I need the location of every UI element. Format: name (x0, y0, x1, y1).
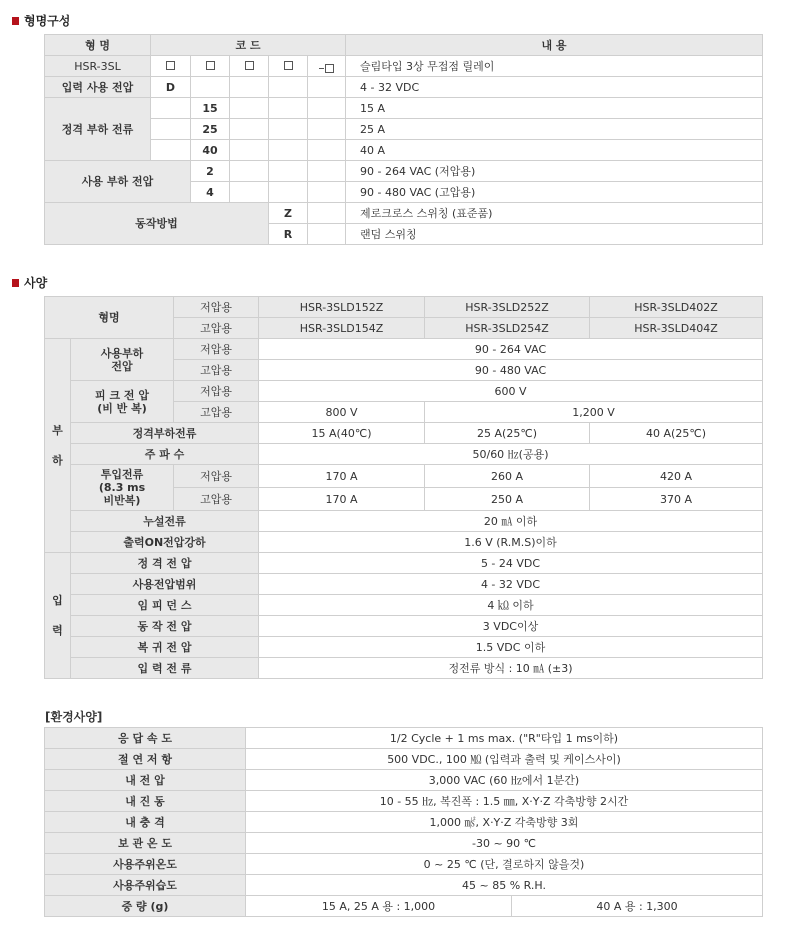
square-box-icon (245, 61, 254, 70)
operation-label: 동작방법 (45, 203, 269, 245)
env-row (45, 875, 763, 896)
model-name-cell: HSR-3SL (45, 56, 151, 77)
load-voltage-content: 90 - 264 VAC (저압용) (346, 161, 763, 182)
input-row-label: 동 작 전 압 (71, 616, 259, 637)
spec-load-voltage-low (45, 339, 763, 360)
rated-current-row (45, 98, 763, 119)
low-voltage-tag: 저압용 (174, 297, 259, 318)
load-voltage-label (71, 339, 174, 381)
peak-voltage-label-line2: (비 반 복) (97, 401, 147, 415)
operation-content: 랜덤 스위칭 (346, 224, 763, 245)
rated-current-label: 정격부하전류 (71, 423, 259, 444)
input-row-value: 1.5 VDC 이하 (259, 637, 763, 658)
header-model: 형 명 (45, 35, 151, 56)
inrush-label (71, 465, 174, 511)
env-row-value: 1/2 Cycle + 1 ms max. ("R"타입 1 ms이하) (246, 728, 763, 749)
inrush-label-line2: (8.3 ms (98, 481, 146, 494)
load-voltage-label-line2: 전압 (111, 359, 133, 373)
operation-code: R (269, 224, 308, 245)
inrush-high-value: 170 A (259, 488, 425, 511)
load-voltage-low-value: 90 - 264 VAC (259, 339, 763, 360)
input-row-label: 사용전압범위 (71, 574, 259, 595)
env-row (45, 833, 763, 854)
high-voltage-tag: 고압용 (174, 318, 259, 339)
composition-header-row (45, 35, 763, 56)
load-group-char-1: 부 (52, 423, 63, 437)
env-row-value: -30 ~ 90 ℃ (246, 833, 763, 854)
spec-input-row (45, 595, 763, 616)
input-voltage-label: 입력 사용 전압 (45, 77, 151, 98)
load-group-char-2: 하 (52, 453, 63, 467)
input-voltage-row (45, 77, 763, 98)
input-row-label: 입 력 전 류 (71, 658, 259, 679)
rated-current-content: 15 A (346, 98, 763, 119)
inrush-label-line3: 비반복) (103, 494, 141, 507)
spec-input-row (45, 553, 763, 574)
load-voltage-high-value: 90 - 480 VAC (259, 360, 763, 381)
leakage-value: 20 ㎃ 이하 (259, 511, 763, 532)
env-section-title: [환경사양] (45, 710, 103, 724)
input-row-value: 정전류 방식 : 10 ㎃ (±3) (259, 658, 763, 679)
code-slot-3 (230, 56, 269, 77)
inrush-low-value: 260 A (425, 465, 590, 488)
inrush-low-value: 420 A (590, 465, 763, 488)
env-row-value: 0 ~ 25 ℃ (단, 결로하지 않을것) (246, 854, 763, 875)
input-voltage-content: 4 - 32 VDC (346, 77, 763, 98)
composition-table (44, 34, 763, 245)
env-row-value: 3,000 VAC (60 ㎐에서 1분간) (246, 770, 763, 791)
env-weight-row (45, 896, 763, 917)
operation-row (45, 203, 763, 224)
spec-model-label: 형명 (45, 297, 174, 339)
inrush-high-value: 250 A (425, 488, 590, 511)
leakage-label: 누설전류 (71, 511, 259, 532)
square-box-icon (206, 61, 215, 70)
peak-voltage-high-value-1: 800 V (259, 402, 425, 423)
env-row-label: 사용주위온도 (45, 854, 246, 875)
rated-current-code: 25 (191, 119, 230, 140)
load-voltage-label-line1: 사용부하 (100, 346, 144, 360)
spec-input-row (45, 574, 763, 595)
model-high-3: HSR-3SLD404Z (590, 318, 763, 339)
env-row (45, 770, 763, 791)
code-slot-1 (151, 56, 191, 77)
env-row-value: 10 - 55 ㎐, 복진폭 : 1.5 ㎜, X·Y·Z 각축방향 2시간 (246, 791, 763, 812)
env-row (45, 854, 763, 875)
composition-section-title (12, 12, 70, 29)
code-slot-5 (308, 56, 346, 77)
spec-model-row-low (45, 297, 763, 318)
low-voltage-tag: 저압용 (174, 465, 259, 488)
rated-current-value: 25 A(25℃) (425, 423, 590, 444)
inrush-label-line1: 투입전류 (100, 468, 144, 481)
load-voltage-row (45, 161, 763, 182)
peak-voltage-high-value-2: 1,200 V (425, 402, 763, 423)
rated-current-content: 40 A (346, 140, 763, 161)
code-slot-4 (269, 56, 308, 77)
peak-voltage-low-value: 600 V (259, 381, 763, 402)
weight-value-2: 40 A 용 : 1,300 (512, 896, 763, 917)
spec-title-text: 사양 (24, 276, 48, 290)
env-row-label: 응 답 속 도 (45, 728, 246, 749)
env-table (44, 727, 763, 917)
frequency-label: 주 파 수 (71, 444, 259, 465)
env-row (45, 812, 763, 833)
input-row-value: 4 - 32 VDC (259, 574, 763, 595)
model-description: 슬림타입 3상 무접점 릴레이 (346, 56, 763, 77)
spec-peak-voltage-low (45, 381, 763, 402)
spec-leakage (45, 511, 763, 532)
inrush-high-value: 370 A (590, 488, 763, 511)
rated-current-row (45, 119, 763, 140)
spec-frequency (45, 444, 763, 465)
on-drop-value: 1.6 V (R.M.S)이하 (259, 532, 763, 553)
rated-current-content: 25 A (346, 119, 763, 140)
composition-title-text: 형명구성 (24, 14, 71, 28)
rated-current-code: 15 (191, 98, 230, 119)
square-box-icon (166, 61, 175, 70)
weight-value-1: 15 A, 25 A 용 : 1,000 (246, 896, 512, 917)
high-voltage-tag: 고압용 (174, 360, 259, 381)
env-row-value: 45 ~ 85 % R.H. (246, 875, 763, 896)
on-drop-label: 출력ON전압강하 (71, 532, 259, 553)
input-row-value: 3 VDC이상 (259, 616, 763, 637)
inrush-low-value: 170 A (259, 465, 425, 488)
low-voltage-tag: 저압용 (174, 381, 259, 402)
load-voltage-code: 4 (191, 182, 230, 203)
peak-voltage-label (71, 381, 174, 423)
rated-current-code: 40 (191, 140, 230, 161)
dash-icon (319, 68, 324, 69)
model-low-1: HSR-3SLD152Z (259, 297, 425, 318)
env-row-label: 절 연 저 항 (45, 749, 246, 770)
red-square-icon (12, 17, 19, 25)
input-group-char-2: 력 (52, 623, 63, 637)
env-row-value: 1,000 ㎨, X·Y·Z 각축방향 3회 (246, 812, 763, 833)
env-row (45, 749, 763, 770)
input-row-value: 5 - 24 VDC (259, 553, 763, 574)
env-row (45, 791, 763, 812)
spec-section-title (12, 274, 47, 291)
spec-inrush-low (45, 465, 763, 488)
weight-label: 중 량 (g) (45, 896, 246, 917)
load-voltage-content: 90 - 480 VAC (고압용) (346, 182, 763, 203)
high-voltage-tag: 고압용 (174, 402, 259, 423)
red-square-icon (12, 279, 19, 287)
header-code: 코 드 (151, 35, 346, 56)
env-row-label: 내 충 격 (45, 812, 246, 833)
model-code-row (45, 56, 763, 77)
square-box-icon (284, 61, 293, 70)
model-low-3: HSR-3SLD402Z (590, 297, 763, 318)
code-slot-2 (191, 56, 230, 77)
input-voltage-code: D (151, 77, 191, 98)
input-row-label: 복 귀 전 압 (71, 637, 259, 658)
env-row (45, 728, 763, 749)
spec-input-row (45, 616, 763, 637)
model-high-1: HSR-3SLD154Z (259, 318, 425, 339)
rated-current-value: 40 A(25℃) (590, 423, 763, 444)
rated-current-label: 정격 부하 전류 (45, 98, 151, 161)
rated-current-row (45, 140, 763, 161)
spec-on-drop (45, 532, 763, 553)
operation-content: 제로크로스 스위칭 (표준품) (346, 203, 763, 224)
env-row-label: 보 관 온 도 (45, 833, 246, 854)
input-row-value: 4 ㏀ 이하 (259, 595, 763, 616)
input-row-label: 정 격 전 압 (71, 553, 259, 574)
env-row-label: 사용주위습도 (45, 875, 246, 896)
header-content: 내 용 (346, 35, 763, 56)
rated-current-value: 15 A(40℃) (259, 423, 425, 444)
square-box-icon (325, 64, 334, 73)
high-voltage-tag: 고압용 (174, 488, 259, 511)
peak-voltage-label-line1: 피 크 전 압 (95, 388, 149, 402)
load-voltage-label: 사용 부하 전압 (45, 161, 191, 203)
model-low-2: HSR-3SLD252Z (425, 297, 590, 318)
frequency-value: 50/60 ㎐(공용) (259, 444, 763, 465)
env-row-value: 500 VDC., 100 ㏁ (입력과 출력 및 케이스사이) (246, 749, 763, 770)
input-group-label (45, 553, 71, 679)
model-high-2: HSR-3SLD254Z (425, 318, 590, 339)
low-voltage-tag: 저압용 (174, 339, 259, 360)
operation-code: Z (269, 203, 308, 224)
spec-rated-current (45, 423, 763, 444)
input-row-label: 임 피 던 스 (71, 595, 259, 616)
load-voltage-code: 2 (191, 161, 230, 182)
load-group-label (45, 339, 71, 553)
env-row-label: 내 진 동 (45, 791, 246, 812)
spec-input-row (45, 658, 763, 679)
spec-table (44, 296, 763, 679)
spec-input-row (45, 637, 763, 658)
env-row-label: 내 전 압 (45, 770, 246, 791)
input-group-char-1: 입 (52, 593, 63, 607)
